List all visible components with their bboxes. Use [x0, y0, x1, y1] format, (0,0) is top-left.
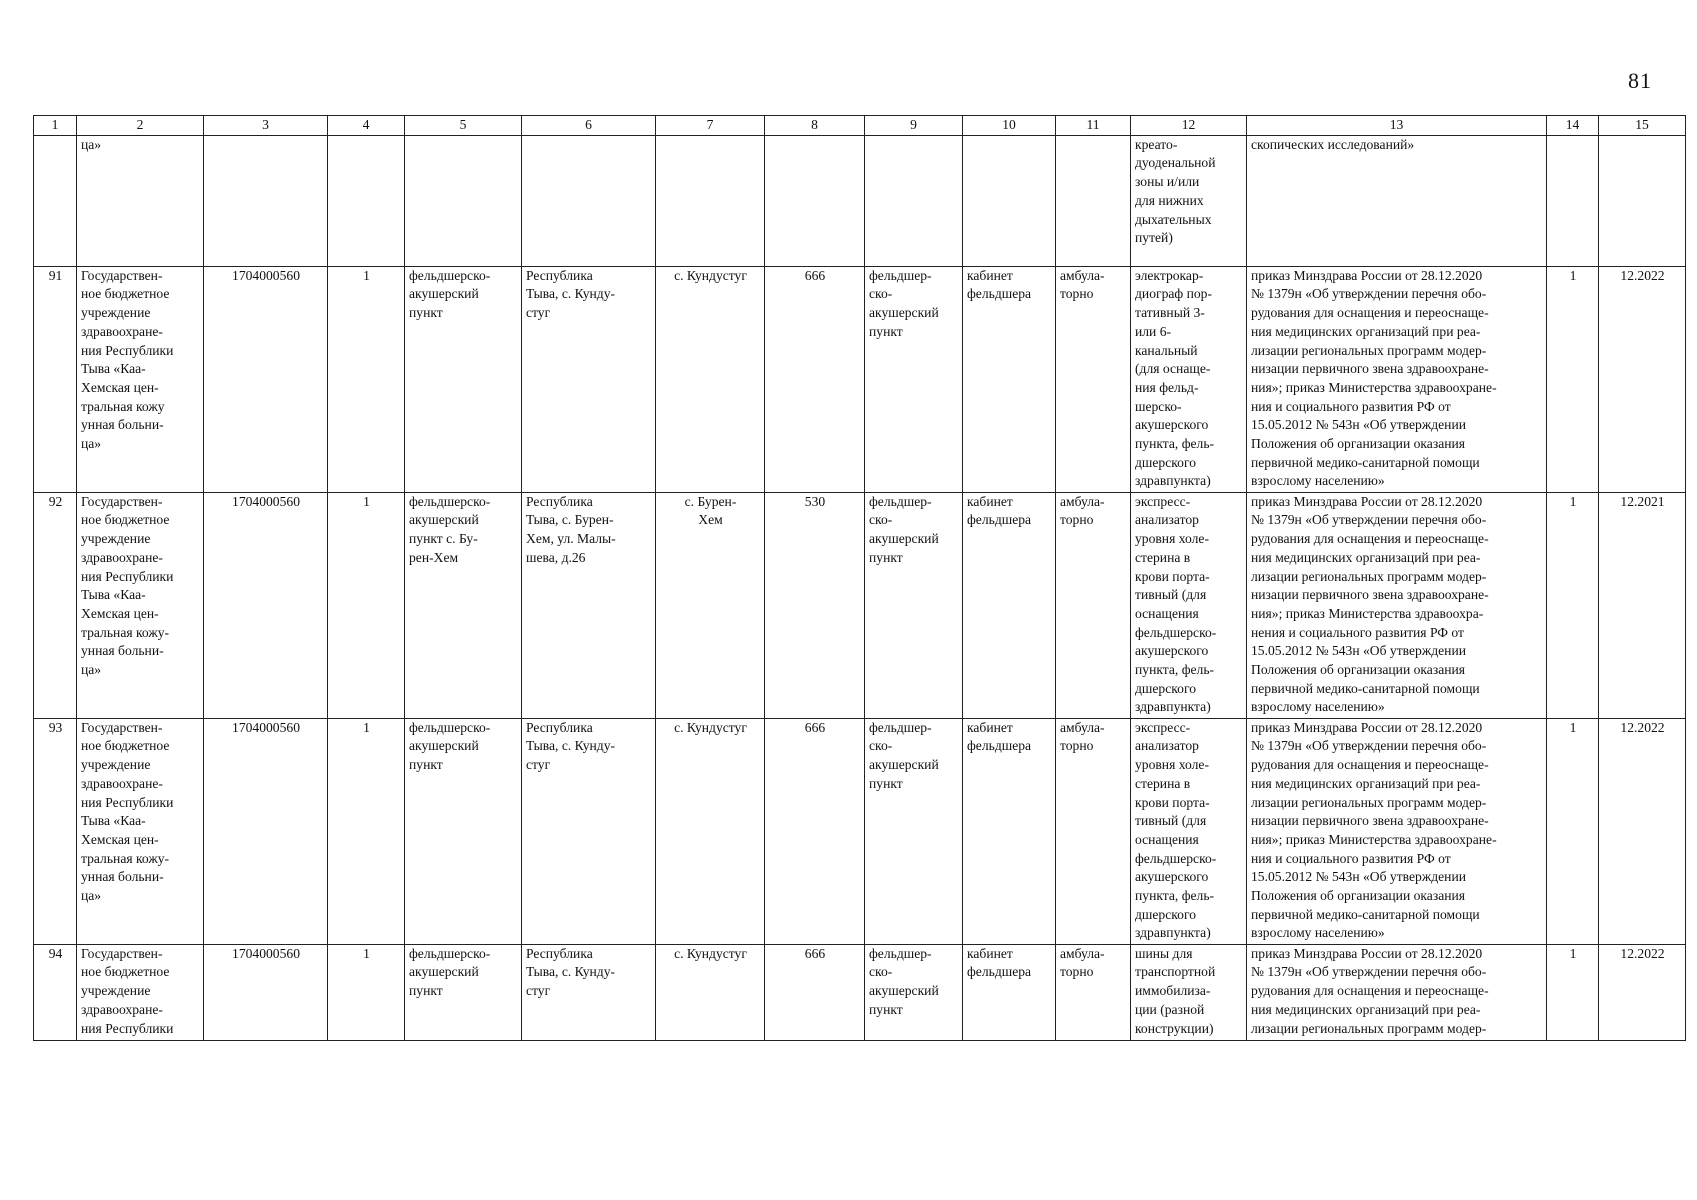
cell-room: кабинет фельдшера: [963, 266, 1056, 492]
cell-number: 92: [34, 492, 77, 718]
cell-room: кабинет фельдшера: [963, 492, 1056, 718]
cell-code: 1704000560: [204, 944, 328, 1040]
page-number: 81: [1628, 68, 1652, 93]
column-header: 1: [34, 116, 77, 136]
cell-mode: амбула- торно: [1056, 266, 1131, 492]
cell-unit: [405, 135, 522, 266]
cell-code: 1704000560: [204, 266, 328, 492]
column-header: 5: [405, 116, 522, 136]
cell-basis: приказ Минздрава России от 28.12.2020 № 1379н «Об утверждении перечня обо- рудования для оснащения и переоснаще- ния медицинских организаций при реа- лизации региональных программ модер-: [1247, 944, 1547, 1040]
column-header: 3: [204, 116, 328, 136]
column-header: 9: [865, 116, 963, 136]
cell-population: 666: [765, 718, 865, 944]
cell-equipment: электрокар- диограф пор- тативный 3- или 6- канальный (для оснаще- ния фельд- шерско- акушерского пункта, фель- дшерского здравпункта): [1131, 266, 1247, 492]
table-row: [34, 266, 1686, 492]
column-header: 2: [77, 116, 204, 136]
cell-organization: Государствен- ное бюджетное учреждение здравоохране- ния Республики Тыва «Каа- Хемская цен- тральная кожу- унная больни- ца»: [77, 718, 204, 944]
cell-settlement: с. Бурен- Хем: [656, 492, 765, 718]
cell-count: 1: [328, 718, 405, 944]
cell-code: [204, 135, 328, 266]
cell-organization: Государствен- ное бюджетное учреждение здравоохране- ния Республики: [77, 944, 204, 1040]
column-header: 11: [1056, 116, 1131, 136]
cell-organization: Государствен- ное бюджетное учреждение здравоохране- ния Республики Тыва «Каа- Хемская цен- тральная кожу- унная больни- ца»: [77, 492, 204, 718]
cell-mode: амбула- торно: [1056, 944, 1131, 1040]
cell-basis: приказ Минздрава России от 28.12.2020 № 1379н «Об утверждении перечня обо- рудования для оснащения и переоснаще- ния медицинских организаций при реа- лизации региональных программ модер- низации первичного звена здравоохране- ния»; приказ Министерства здравоохране- ния и социального развития РФ от 15.05.2012 № 543н «Об утверждении Положения об организации оказания первичной медико-санитарной помощи взрослому населению»: [1247, 718, 1547, 944]
cell-room: [963, 135, 1056, 266]
cell-equipment: креато- дуоденальной зоны и/или для нижних дыхательных путей): [1131, 135, 1247, 266]
cell-quantity: [1547, 135, 1599, 266]
cell-unit-type: фельдшер- ско- акушерский пункт: [865, 492, 963, 718]
cell-organization: Государствен- ное бюджетное учреждение здравоохране- ния Республики Тыва «Каа- Хемская цен- тральная кожу унная больни- ца»: [77, 266, 204, 492]
cell-equipment: экспресс- анализатор уровня холе- стерина в крови порта- тивный (для оснащения фельдшерско- акушерского пункта, фель- дшерского здравпункта): [1131, 718, 1247, 944]
cell-mode: [1056, 135, 1131, 266]
cell-number: 93: [34, 718, 77, 944]
column-header: 7: [656, 116, 765, 136]
cell-code: 1704000560: [204, 492, 328, 718]
cell-population: [765, 135, 865, 266]
column-header: 12: [1131, 116, 1247, 136]
continuation-row: [34, 135, 1686, 266]
cell-count: 1: [328, 944, 405, 1040]
cell-basis: приказ Минздрава России от 28.12.2020 № 1379н «Об утверждении перечня обо- рудования для оснащения и переоснаще- ния медицинских организаций при реа- лизации региональных программ модер- низации первичного звена здравоохране- ния»; приказ Министерства здравоохране- ния и социального развития РФ от 15.05.2012 № 543н «Об утверждении Положения об организации оказания первичной медико-санитарной помощи взрослому населению»: [1247, 266, 1547, 492]
cell-number: 94: [34, 944, 77, 1040]
column-header: 14: [1547, 116, 1599, 136]
cell-quantity: 1: [1547, 944, 1599, 1040]
table-row: [34, 492, 1686, 718]
cell-unit: фельдшерско- акушерский пункт с. Бу- рен-Хем: [405, 492, 522, 718]
cell-number: [34, 135, 77, 266]
cell-date: 12.2021: [1599, 492, 1686, 718]
column-header: 10: [963, 116, 1056, 136]
cell-organization: ца»: [77, 135, 204, 266]
column-header: 15: [1599, 116, 1686, 136]
cell-quantity: 1: [1547, 718, 1599, 944]
column-header: 4: [328, 116, 405, 136]
cell-mode: амбула- торно: [1056, 492, 1131, 718]
cell-count: 1: [328, 266, 405, 492]
cell-room: кабинет фельдшера: [963, 718, 1056, 944]
cell-unit-type: [865, 135, 963, 266]
cell-population: 530: [765, 492, 865, 718]
cell-settlement: с. Кундустуг: [656, 718, 765, 944]
cell-code: 1704000560: [204, 718, 328, 944]
cell-address: [522, 135, 656, 266]
cell-population: 666: [765, 944, 865, 1040]
cell-settlement: с. Кундустуг: [656, 266, 765, 492]
cell-address: Республика Тыва, с. Кунду- стуг: [522, 944, 656, 1040]
cell-address: Республика Тыва, с. Бурен- Хем, ул. Малы- шева, д.26: [522, 492, 656, 718]
cell-equipment: экспресс- анализатор уровня холе- стерина в крови порта- тивный (для оснащения фельдшерско- акушерского пункта, фель- дшерского здравпункта): [1131, 492, 1247, 718]
cell-unit-type: фельдшер- ско- акушерский пункт: [865, 266, 963, 492]
table-row: [34, 944, 1686, 1040]
cell-basis: скопических исследований»: [1247, 135, 1547, 266]
cell-unit-type: фельдшер- ско- акушерский пункт: [865, 944, 963, 1040]
cell-number: 91: [34, 266, 77, 492]
column-header: 13: [1247, 116, 1547, 136]
cell-unit: фельдшерско- акушерский пункт: [405, 718, 522, 944]
cell-settlement: с. Кундустуг: [656, 944, 765, 1040]
cell-mode: амбула- торно: [1056, 718, 1131, 944]
cell-address: Республика Тыва, с. Кунду- стуг: [522, 266, 656, 492]
cell-basis: приказ Минздрава России от 28.12.2020 № 1379н «Об утверждении перечня обо- рудования для оснащения и переоснаще- ния медицинских организаций при реа- лизации региональных программ модер- низации первичного звена здравоохране- ния»; приказ Министерства здравоохра- нения и социального развития РФ от 15.05.2012 № 543н «Об утверждении Положения об организации оказания первичной медико-санитарной помощи взрослому населению»: [1247, 492, 1547, 718]
column-header: 8: [765, 116, 865, 136]
cell-population: 666: [765, 266, 865, 492]
cell-unit: фельдшерско- акушерский пункт: [405, 266, 522, 492]
cell-room: кабинет фельдшера: [963, 944, 1056, 1040]
cell-date: [1599, 135, 1686, 266]
cell-date: 12.2022: [1599, 266, 1686, 492]
cell-count: 1: [328, 492, 405, 718]
cell-unit: фельдшерско- акушерский пункт: [405, 944, 522, 1040]
cell-unit-type: фельдшер- ско- акушерский пункт: [865, 718, 963, 944]
cell-count: [328, 135, 405, 266]
equipment-table: [33, 115, 1686, 1041]
cell-address: Республика Тыва, с. Кунду- стуг: [522, 718, 656, 944]
column-number-row: [34, 116, 1686, 136]
cell-quantity: 1: [1547, 266, 1599, 492]
cell-settlement: [656, 135, 765, 266]
table-row: [34, 718, 1686, 944]
cell-quantity: 1: [1547, 492, 1599, 718]
cell-date: 12.2022: [1599, 944, 1686, 1040]
column-header: 6: [522, 116, 656, 136]
cell-equipment: шины для транспортной иммобилиза- ции (разной конструкции): [1131, 944, 1247, 1040]
cell-date: 12.2022: [1599, 718, 1686, 944]
